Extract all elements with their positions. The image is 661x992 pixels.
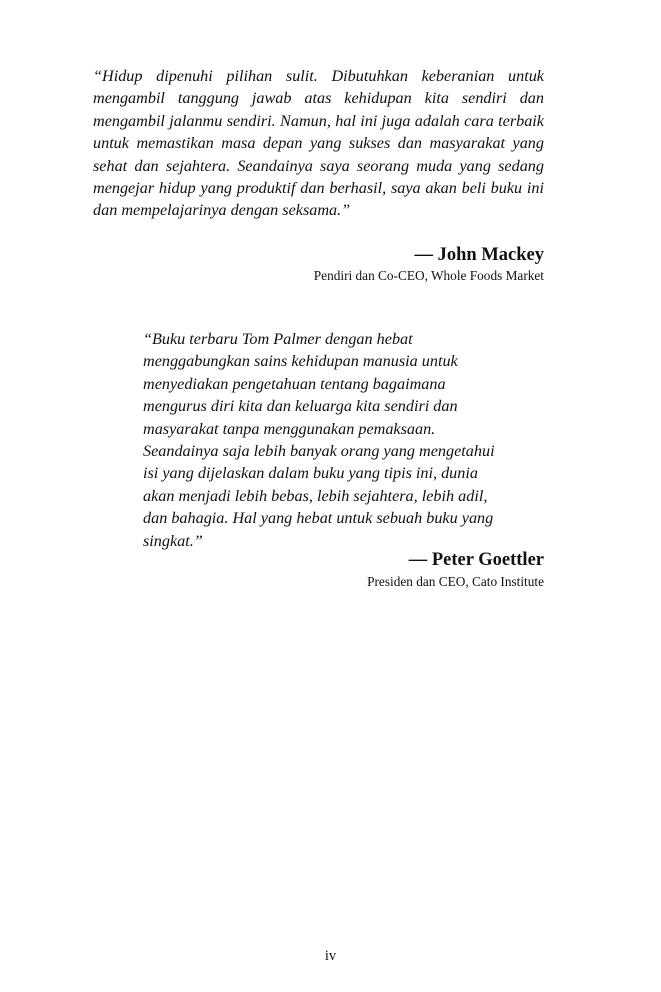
- quote-author-role-john-mackey: Pendiri dan Co-CEO, Whole Foods Market: [313, 268, 544, 283]
- quote-line: “Buku terbaru Tom Palmer dengan hebat: [143, 330, 413, 348]
- quote-line: isi yang dijelaskan dalam buku yang tipis ini, dunia: [143, 464, 478, 483]
- quote-author-john-mackey: — John Mackey: [414, 245, 544, 265]
- quote-line: menggabungkan sains kehidupan manusia untuk: [143, 352, 458, 371]
- quote-line: akan menjadi lebih bebas, lebih sejahtera, lebih adil,: [143, 486, 488, 505]
- quote-line: mengurus diri kita dan keluarga kita sendiri dan: [143, 397, 458, 416]
- quote-line: singkat.”: [143, 531, 203, 550]
- quote-peter-goettler: [143, 328, 543, 552]
- quote-john-mackey: “Hidup dipenuhi pilihan sulit. Dibutuhkan keberanian untuk mengambil tanggung jawab atas kehidupan kita sendiri dan mengambil jalanmu sendiri. Namun, hal ini juga adalah cara terbaik untuk memastikan masa depan yang sukses dan masyarakat yang sehat dan sejahtera. Seandainya saya seorang muda yang sedang mengejar hidup yang produktif dan berhasil, saya akan beli buku ini dan mempelajarinya dengan seksama.”: [93, 67, 544, 220]
- quote-line: masyarakat tanpa menggunakan pemaksaan.: [143, 419, 436, 438]
- page-number: iv: [324, 948, 337, 964]
- quote-author-role-peter-goettler: Presiden dan CEO, Cato Institute: [367, 574, 544, 589]
- quote-line: dan bahagia. Hal yang hebat untuk sebuah buku yang: [143, 509, 494, 528]
- quote-line: menyediakan pengetahuan tentang bagaimana: [143, 374, 446, 393]
- quote-author-peter-goettler: — Peter Goettler: [408, 550, 544, 570]
- quote-line: Seandainya saja lebih banyak orang yang mengetahui: [143, 442, 495, 461]
